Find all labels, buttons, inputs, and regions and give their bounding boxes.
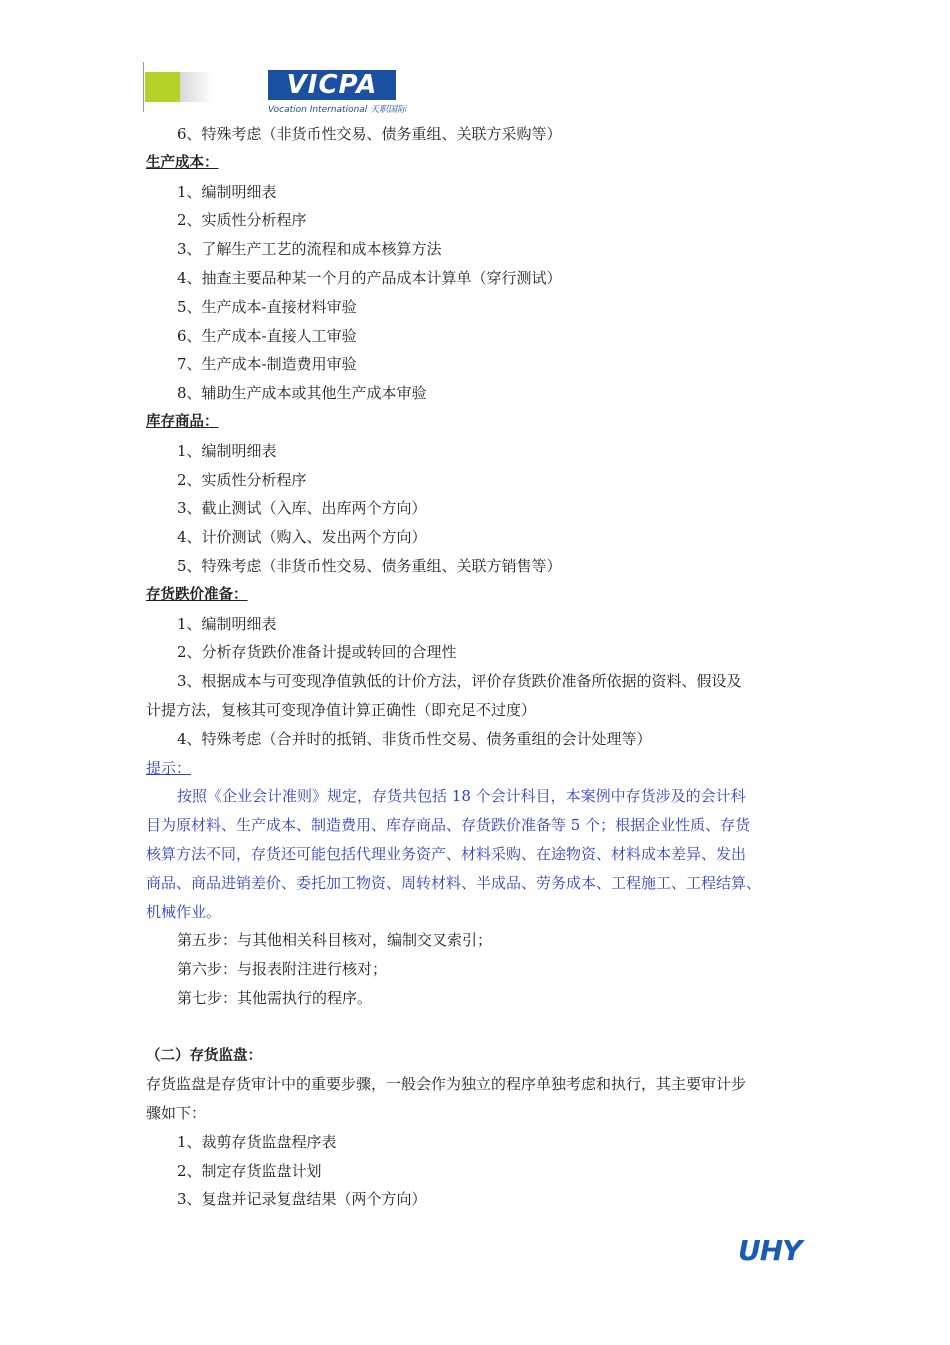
vicpa-logo-subtitle: Vocation International 天职国际 bbox=[268, 105, 407, 115]
text-line: 6、生产成本-直接人工审验 bbox=[177, 326, 357, 345]
text-line: 2、分析存货跌价准备计提或转回的合理性 bbox=[177, 643, 457, 662]
text-line: 4、计价测试（购入、发出两个方向） bbox=[177, 528, 427, 547]
uhy-logo: UHY bbox=[738, 1234, 802, 1267]
text-line: 5、特殊考虑（非货币性交易、债务重组、关联方销售等） bbox=[177, 556, 562, 575]
text-line: 1、编制明细表 bbox=[177, 614, 277, 633]
text-line: 3、了解生产工艺的流程和成本核算方法 bbox=[177, 240, 442, 259]
section-heading: 存货跌价准备： bbox=[146, 586, 248, 603]
text-line: 8、辅助生产成本或其他生产成本审验 bbox=[177, 384, 427, 403]
text-line: 商品、商品进销差价、委托加工物资、周转材料、半成品、劳务成本、工程施工、工程结算、 bbox=[146, 873, 762, 892]
header-divider bbox=[143, 62, 144, 112]
text-line: 3、复盘并记录复盘结果（两个方向） bbox=[177, 1190, 427, 1209]
text-line: 3、根据成本与可变现净值孰低的计价方法，评价存货跌价准备所依据的资料、假设及 bbox=[177, 672, 742, 691]
header-grey-block bbox=[180, 72, 213, 102]
section-heading: 库存商品： bbox=[146, 413, 219, 430]
vicpa-logo: VICPA bbox=[268, 70, 396, 100]
section-heading: （二）存货监盘： bbox=[146, 1047, 262, 1064]
text-line: 骤如下： bbox=[146, 1104, 207, 1123]
text-line: 2、制定存货监盘计划 bbox=[177, 1161, 322, 1180]
section-heading: 生产成本： bbox=[146, 154, 219, 171]
text-line: 目为原材料、生产成本、制造费用、库存商品、存货跌价准备等 5 个；根据企业性质、存货 bbox=[146, 816, 751, 835]
text-line: 1、裁剪存货监盘程序表 bbox=[177, 1132, 337, 1151]
text-line: 4、抽查主要品种某一个月的产品成本计算单（穿行测试） bbox=[177, 268, 562, 287]
text-line: 第六步：与报表附注进行核对； bbox=[177, 960, 388, 979]
text-line: 1、编制明细表 bbox=[177, 441, 277, 460]
page-header bbox=[143, 62, 407, 115]
text-line: 1、编制明细表 bbox=[177, 182, 277, 201]
text-line: 2、实质性分析程序 bbox=[177, 211, 307, 230]
blank-line bbox=[146, 1013, 808, 1042]
text-line: 6、特殊考虑（非货币性交易、债务重组、关联方采购等） bbox=[177, 125, 562, 143]
text-line: 7、生产成本-制造费用审验 bbox=[177, 355, 357, 374]
text-line: 核算方法不同，存货还可能包括代理业务资产、材料采购、在途物资、材料成本差异、发出 bbox=[146, 844, 747, 863]
text-line: 提示： bbox=[146, 758, 192, 777]
text-line: 计提方法，复核其可变现净值计算正确性（即充足不过度） bbox=[146, 700, 537, 719]
text-line: 按照《企业会计准则》规定，存货共包括 18 个会计科目，本案例中存货涉及的会计科 bbox=[177, 787, 746, 806]
text-line: 3、截止测试（入库、出库两个方向） bbox=[177, 499, 427, 518]
text-line: 5、生产成本-直接材料审验 bbox=[177, 297, 357, 316]
document-body bbox=[146, 120, 808, 1214]
text-line: 机械作业。 bbox=[146, 902, 222, 921]
text-line: 第七步：其他需执行的程序。 bbox=[177, 988, 373, 1007]
header-green-block bbox=[145, 72, 180, 102]
text-line: 第五步：与其他相关科目核对，编制交叉索引； bbox=[177, 931, 493, 950]
text-line: 存货监盘是存货审计中的重要步骤，一般会作为独立的程序单独考虑和执行，其主要审计步 bbox=[146, 1075, 747, 1094]
text-line: 4、特殊考虑（合并时的抵销、非货币性交易、债务重组的会计处理等） bbox=[177, 729, 652, 748]
text-line: 2、实质性分析程序 bbox=[177, 470, 307, 489]
